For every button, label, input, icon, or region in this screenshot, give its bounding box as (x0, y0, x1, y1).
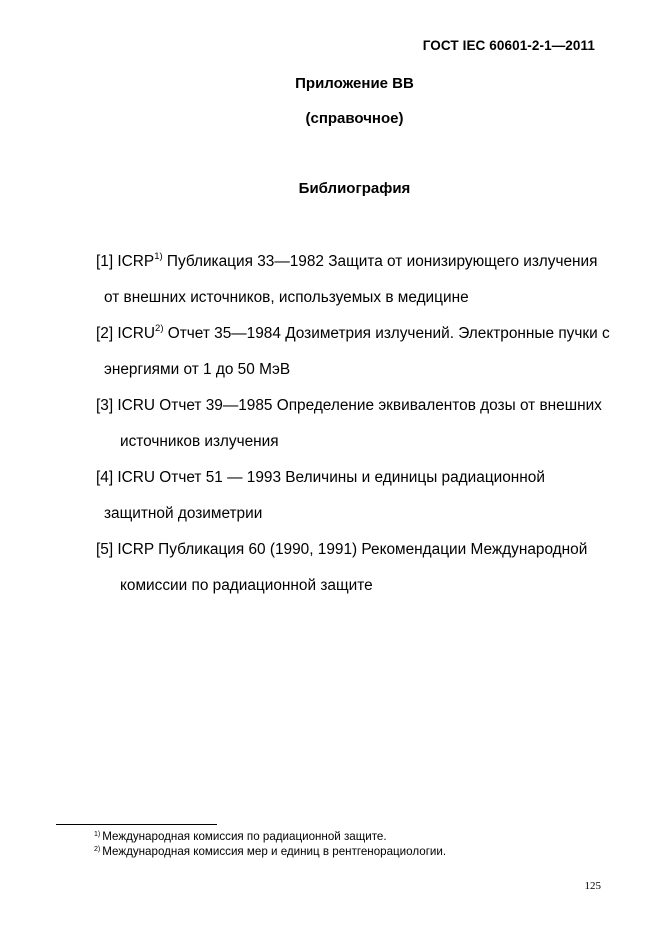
entry-organization: ICRP (117, 253, 155, 270)
bibliography-title: Библиография (298, 180, 411, 197)
bibliography-entry-2 (96, 324, 636, 396)
entry-number: [2] (96, 325, 114, 342)
entry-continuation: источников излучения (120, 433, 279, 450)
entry-first-line (96, 540, 636, 576)
bibliography-entry-5 (96, 540, 636, 612)
footnote-marker: 1) (94, 831, 101, 838)
entry-text: Отчет 51 — 1993 Величины и единицы радиационной (155, 469, 545, 486)
entry-first-line (96, 252, 636, 288)
footnote-reference: 1) (154, 251, 163, 262)
bibliography-entry-1 (96, 252, 636, 324)
entry-organization: ICRP (117, 541, 154, 558)
page-number: 125 (584, 880, 601, 892)
entry-organization: ICRU (117, 325, 156, 342)
entry-continuation: комиссии по радиационной защите (120, 577, 373, 594)
entry-organization: ICRU (117, 397, 156, 414)
footnote-marker: 2) (94, 846, 101, 853)
standard-code-header: ГОСТ IEC 60601-2-1—2011 (422, 38, 595, 53)
entry-number: [4] (96, 469, 114, 486)
entry-continuation: энергиями от 1 до 50 МэВ (104, 361, 291, 378)
bibliography-entry-4 (96, 468, 636, 540)
entry-continuation: от внешних источников, используемых в медицине (104, 289, 469, 306)
annex-title: Приложение ВВ (295, 75, 414, 92)
footnote-2 (94, 844, 446, 859)
footnote-1 (94, 829, 446, 844)
entry-number: [1] (96, 253, 114, 270)
entry-first-line (96, 468, 636, 504)
annex-kind: (справочное) (305, 110, 404, 127)
entry-number: [5] (96, 541, 114, 558)
footnote-separator (56, 824, 217, 825)
entry-text: Отчет 39—1985 Определение эквивалентов дозы от внешних (155, 397, 602, 414)
footnotes (94, 829, 446, 859)
entry-continuation: защитной дозиметрии (104, 505, 263, 522)
entry-first-line (96, 324, 636, 360)
bibliography-entry-3 (96, 396, 636, 468)
entry-text: Публикация 60 (1990, 1991) Рекомендации Международной (153, 541, 588, 558)
entry-organization: ICRU (117, 469, 156, 486)
entry-first-line (96, 396, 636, 432)
entry-text: Публикация 33—1982 Защита от ионизирующего излучения (162, 253, 598, 270)
footnote-text: Международная комиссия мер и единиц в рентгенорациологии. (102, 845, 447, 858)
bibliography-list (96, 252, 636, 612)
footnote-reference: 2) (155, 323, 164, 334)
footnote-text: Международная комиссия по радиационной защите. (102, 830, 387, 843)
entry-text: Отчет 35—1984 Дозиметрия излучений. Электронные пучки с (163, 325, 610, 342)
entry-number: [3] (96, 397, 114, 414)
